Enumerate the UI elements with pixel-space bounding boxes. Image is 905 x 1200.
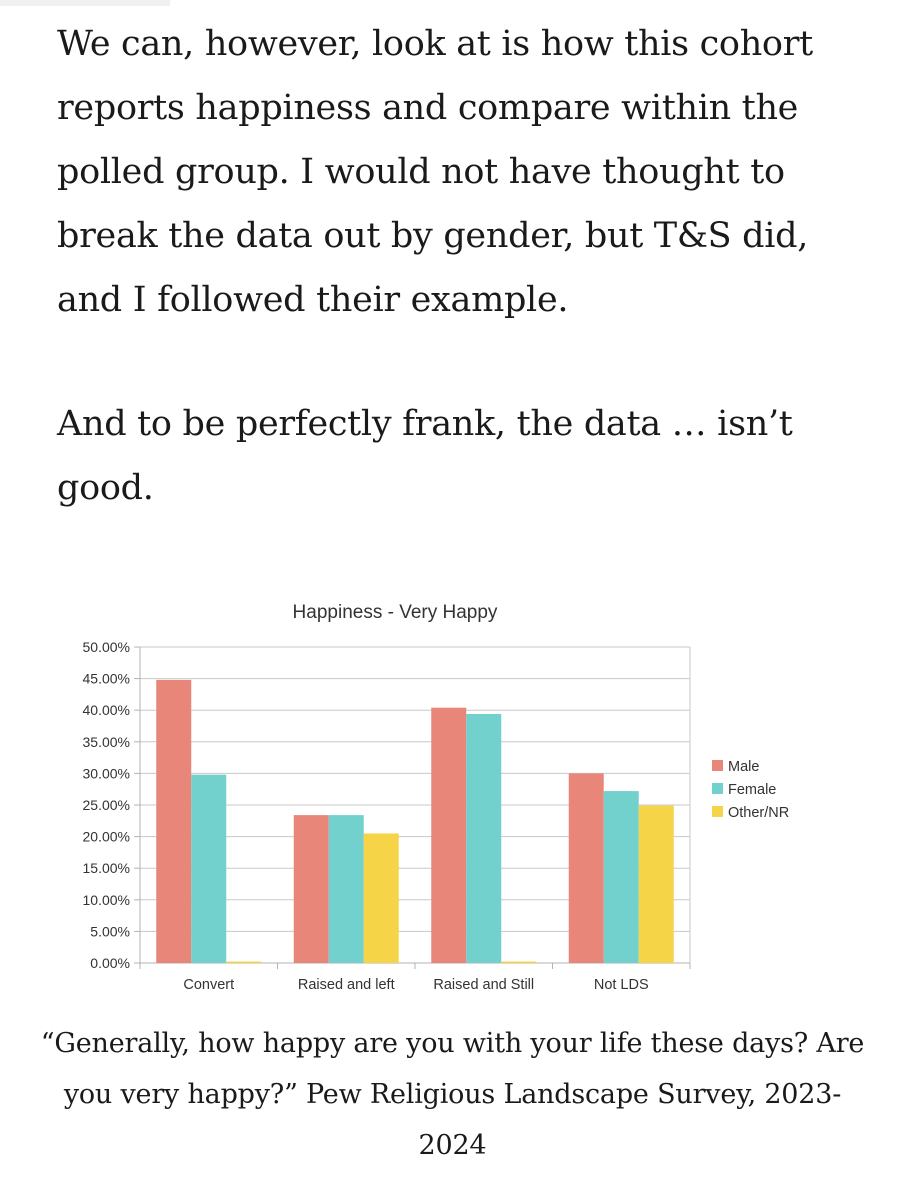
legend-swatch-male [712,760,723,771]
y-tick-label: 0.00% [90,955,130,971]
bar-male-not-lds [569,773,604,963]
article-paragraph-1: We can, however, look at is how this cohort reports happiness and compare within the polled group. I would not have thought to break the data out by gender, but T&S did, and I followed their example. [57,24,813,320]
y-tick-label: 35.00% [82,733,130,750]
bar-female-raised-and-still [466,714,501,963]
x-tick-label: Convert [183,977,235,993]
bar-male-convert [156,680,191,963]
bar-female-raised-and-left [329,815,364,963]
y-tick-label: 25.00% [82,797,130,813]
x-tick-label: Not LDS [593,977,649,993]
legend-label-female: Female [728,782,777,798]
y-tick-label: 20.00% [82,828,130,845]
bar-female-convert [191,775,226,963]
bar-other-nr-convert [226,962,261,964]
chart-title: Happiness - Very Happy [292,602,498,623]
y-tick-label: 45.00% [82,670,130,687]
legend-swatch-other-nr [712,806,723,817]
y-tick-label: 30.00% [82,765,130,782]
bar-male-raised-and-left [294,815,329,963]
bar-other-nr-raised-and-still [501,962,536,964]
bar-male-raised-and-still [431,708,466,963]
chart-caption: “Generally, how happy are you with your life these days? Are you very happy?” Pew Religious Landscape Survey, 2023-2024 [40,1028,865,1161]
legend-label-other-nr: Other/NR [728,805,790,821]
y-tick-label: 10.00% [82,891,130,908]
bar-other-nr-not-lds [639,806,674,963]
bar-female-not-lds [604,791,639,963]
y-tick-label: 40.00% [82,702,130,719]
y-tick-label: 50.00% [82,639,130,655]
bar-other-nr-raised-and-left [364,833,399,963]
x-tick-label: Raised and Still [433,977,535,993]
x-tick-label: Raised and left [297,977,395,993]
legend-label-male: Male [728,759,760,775]
y-tick-label: 5.00% [90,923,130,940]
article-paragraph-2: And to be perfectly frank, the data … isn’t good. [57,404,793,508]
y-tick-label: 15.00% [82,860,130,877]
happiness-bar-chart [0,580,905,1000]
top-scroll-indicator [0,0,170,6]
legend-swatch-female [712,783,723,794]
